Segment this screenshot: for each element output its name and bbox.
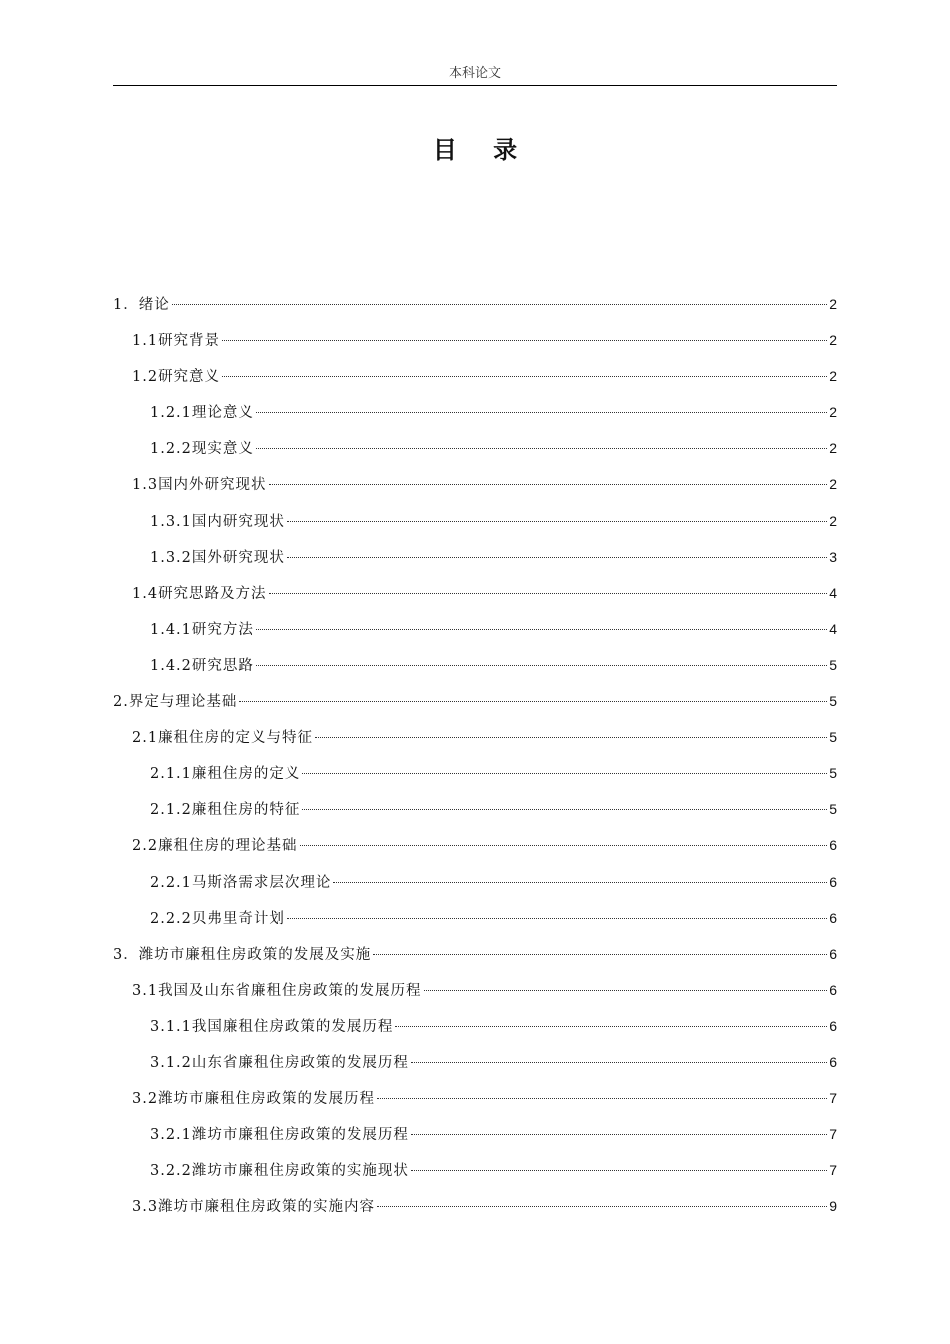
toc-entry[interactable]: [113, 328, 837, 364]
toc-dot-leader: [411, 1170, 827, 1171]
toc-entry-number: 1.2.2: [150, 441, 192, 458]
toc-entry-title: 研究背景: [158, 333, 221, 350]
toc-dot-leader: [302, 809, 827, 810]
toc-entry[interactable]: [113, 472, 837, 508]
toc-dot-leader: [256, 448, 827, 449]
toc-entry-title: 理论意义: [191, 405, 254, 422]
toc-entry[interactable]: [113, 1086, 837, 1122]
toc-dot-leader: [287, 557, 827, 558]
toc-entry-title: 廉租住房的定义与特征: [158, 730, 314, 747]
toc-dot-leader: [269, 484, 827, 485]
toc-dot-leader: [222, 376, 827, 377]
toc-dot-leader: [287, 521, 827, 522]
toc-entry-title: 研究意义: [158, 369, 221, 386]
toc-dot-leader: [377, 1206, 827, 1207]
toc-entry-title: 潍坊市廉租住房政策的发展历程: [191, 1127, 409, 1144]
toc-entry-number: 3.2: [132, 1091, 159, 1108]
toc-entry[interactable]: [113, 617, 837, 653]
toc-entry-number: 2.1.1: [150, 766, 192, 783]
toc-page-number: 6: [829, 1053, 837, 1070]
toc-entry-title: 国内研究现状: [191, 513, 285, 530]
toc-dot-leader: [395, 1026, 827, 1027]
toc-entry[interactable]: [113, 1158, 837, 1194]
toc-entry-title: 我国及山东省廉租住房政策的发展历程: [158, 982, 422, 999]
toc-entry-title: 国外研究现状: [191, 549, 285, 566]
toc-entry[interactable]: [113, 761, 837, 797]
toc-entry-number: 2.1.2: [150, 802, 192, 819]
toc-entry[interactable]: [113, 833, 837, 869]
toc-entry-number: 3.1.1: [150, 1018, 192, 1035]
toc-dot-leader: [256, 412, 827, 413]
toc-page-number: 7: [829, 1162, 837, 1179]
toc-entry-number: 1.2.1: [150, 405, 192, 422]
toc-entry[interactable]: [113, 978, 837, 1014]
toc-entry-title: 马斯洛需求层次理论: [191, 874, 332, 891]
toc-entry-title: 界定与理论基础: [128, 694, 238, 711]
toc-entry[interactable]: [113, 1122, 837, 1158]
toc-entry-number: 1.3.1: [150, 513, 192, 530]
toc-page-number: 5: [829, 656, 837, 673]
toc-entry[interactable]: [113, 1014, 837, 1050]
toc-entry[interactable]: [113, 1050, 837, 1086]
toc-entry[interactable]: [113, 725, 837, 761]
toc-entry[interactable]: [113, 545, 837, 581]
toc-entry-title: 潍坊市廉租住房政策的发展及实施: [138, 946, 372, 963]
toc-dot-leader: [411, 1134, 827, 1135]
toc-entry-number: 1.3.2: [150, 549, 192, 566]
toc-entry[interactable]: [113, 509, 837, 545]
toc-entry[interactable]: [113, 436, 837, 472]
toc-entry-number: 1.3: [132, 477, 159, 494]
toc-entry-title: 现实意义: [191, 441, 254, 458]
toc-page-number: 3: [829, 548, 837, 565]
table-of-contents: [113, 292, 837, 1230]
toc-entry-title: 山东省廉租住房政策的发展历程: [191, 1054, 409, 1071]
toc-page-number: 7: [829, 1126, 837, 1143]
toc-entry[interactable]: [113, 870, 837, 906]
toc-dot-leader: [315, 737, 827, 738]
toc-page-number: 5: [829, 693, 837, 710]
toc-page-number: 2: [829, 368, 837, 385]
toc-entry[interactable]: [113, 689, 837, 725]
toc-page-number: 2: [829, 404, 837, 421]
toc-entry-number: 1．: [113, 297, 139, 313]
toc-page-number: 6: [829, 909, 837, 926]
toc-entry-number: 1.4.1: [150, 621, 192, 638]
toc-entry-number: 1.4: [132, 585, 159, 602]
toc-entry-title: 潍坊市廉租住房政策的实施现状: [191, 1163, 409, 1180]
toc-dot-leader: [222, 340, 827, 341]
toc-dot-leader: [287, 918, 827, 919]
toc-page-number: 2: [829, 476, 837, 493]
toc-page-number: 5: [829, 801, 837, 818]
toc-dot-leader: [302, 773, 827, 774]
toc-entry-title: 我国廉租住房政策的发展历程: [191, 1018, 394, 1035]
toc-entry[interactable]: [113, 581, 837, 617]
toc-page-number: 2: [829, 296, 837, 312]
header-rule: [113, 85, 837, 86]
toc-entry[interactable]: [113, 942, 837, 978]
toc-entry-title: 绪论: [138, 297, 170, 313]
toc-entry[interactable]: [113, 364, 837, 400]
toc-page-number: 6: [829, 837, 837, 854]
toc-page-number: 4: [829, 584, 837, 601]
toc-entry-number: 2.2: [132, 838, 159, 855]
toc-page-number: 6: [829, 1017, 837, 1034]
toc-dot-leader: [256, 629, 827, 630]
toc-page-number: 4: [829, 620, 837, 637]
toc-entry-number: 3.1.2: [150, 1054, 192, 1071]
toc-entry-title: 国内外研究现状: [158, 477, 267, 494]
toc-page-number: 7: [829, 1090, 837, 1107]
toc-entry-number: 3.2.1: [150, 1127, 192, 1144]
toc-entry-title: 研究思路及方法: [158, 585, 267, 602]
toc-entry-number: 2.1: [132, 730, 159, 747]
toc-entry-number: 2.2.1: [150, 874, 192, 891]
toc-entry[interactable]: [113, 292, 837, 328]
running-header: 本科论文: [448, 66, 501, 81]
toc-dot-leader: [300, 845, 827, 846]
toc-dot-leader: [411, 1062, 827, 1063]
toc-entry-number: 1.2: [132, 369, 159, 386]
toc-dot-leader: [172, 304, 827, 305]
toc-page-number: 5: [829, 765, 837, 782]
toc-page-number: 2: [829, 512, 837, 529]
toc-page-number: 6: [829, 945, 837, 962]
toc-entry[interactable]: [113, 1194, 837, 1230]
toc-entry-title: 潍坊市廉租住房政策的发展历程: [158, 1091, 376, 1108]
toc-page-number: 9: [829, 1198, 837, 1215]
toc-entry-title: 潍坊市廉租住房政策的实施内容: [158, 1199, 376, 1216]
toc-dot-leader: [269, 593, 827, 594]
toc-entry-title: 廉租住房的特征: [191, 802, 301, 819]
toc-dot-leader: [333, 882, 827, 883]
toc-entry-number: 3．: [113, 946, 139, 963]
toc-entry[interactable]: [113, 400, 837, 436]
toc-title: 目 录: [432, 136, 532, 164]
toc-entry[interactable]: [113, 906, 837, 942]
toc-entry-number: 3.2.2: [150, 1163, 192, 1180]
toc-entry-number: 2.: [113, 694, 129, 711]
toc-dot-leader: [256, 665, 827, 666]
toc-entry-number: 3.1: [132, 982, 159, 999]
toc-entry-number: 1.4.2: [150, 657, 192, 674]
toc-entry-number: 1.1: [132, 333, 159, 350]
toc-dot-leader: [373, 954, 827, 955]
toc-page-number: 6: [829, 873, 837, 890]
toc-entry-title: 研究方法: [191, 621, 254, 638]
toc-page-number: 2: [829, 332, 837, 349]
toc-dot-leader: [424, 990, 827, 991]
toc-page-number: 5: [829, 729, 837, 746]
toc-entry-title: 贝弗里奇计划: [191, 910, 285, 927]
toc-entry-title: 廉租住房的理论基础: [158, 838, 298, 855]
toc-page-number: 2: [829, 440, 837, 457]
toc-dot-leader: [377, 1098, 827, 1099]
toc-entry[interactable]: [113, 797, 837, 833]
toc-dot-leader: [239, 701, 827, 702]
toc-page-number: 6: [829, 981, 837, 998]
toc-entry-number: 3.3: [132, 1199, 159, 1216]
toc-entry[interactable]: [113, 653, 837, 689]
toc-entry-number: 2.2.2: [150, 910, 192, 927]
toc-entry-title: 廉租住房的定义: [191, 766, 301, 783]
toc-entry-title: 研究思路: [191, 657, 254, 674]
